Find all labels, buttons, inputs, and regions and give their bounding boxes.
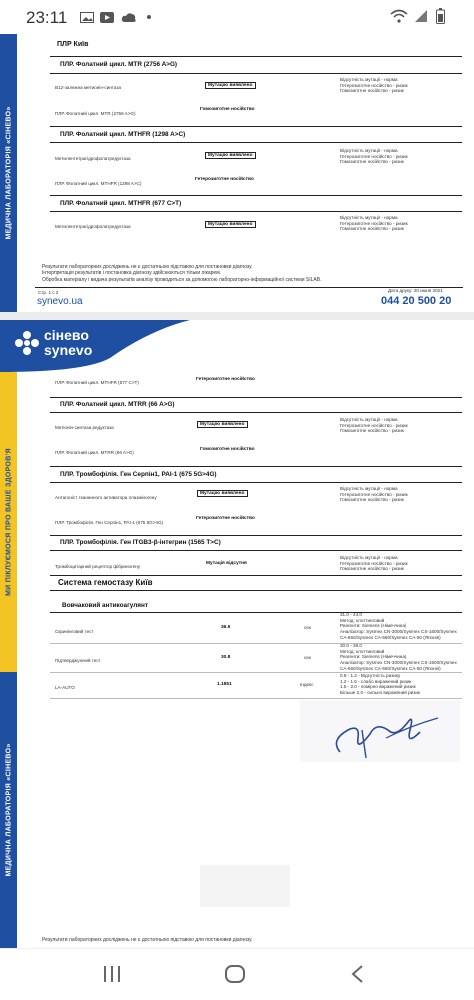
recent-apps-button[interactable] (102, 965, 122, 983)
lab-row-name: Скринінговий тест (55, 629, 94, 634)
signal-icon (414, 9, 428, 23)
status-time: 23:11 (26, 8, 68, 27)
navigation-bar (0, 948, 474, 1000)
result-box: Мутацію виявлено (197, 490, 248, 497)
reference-list: Відсутність мутації - норма Гетерозиготне носійство - ризик Гомозиготне носійство - ризик (340, 417, 408, 434)
section-title: ПЛР. Фолатний цикл. MTHFR (677 C>T) (60, 200, 182, 207)
side-banner-top: МЕДИЧНА ЛАБОРАТОРІЯ «СІНЕВО» (0, 34, 17, 312)
result-text: Гомозиготне носійство (200, 447, 255, 452)
test-name: Метіонін-синтаза редуктаза (55, 425, 114, 430)
stamp-area (200, 865, 290, 907)
report-page-1 (0, 34, 474, 312)
reference-list: Відсутність мутації - норма Гетерозиготне носійство - ризик Гомозиготне носійство - ризик (340, 215, 408, 232)
reference-list: Відсутність мутації - норма Гетерозиготне носійство - ризик Гомозиготне носійство - ризик (340, 486, 408, 503)
section-title: ПЛР. Тромбофілія. Ген Серпін1, PAI-1 (675 5G>4G) (60, 471, 217, 478)
lab-row-name: Підтверджуючий тест (55, 658, 101, 663)
brand-url: synevo.ua (37, 296, 83, 307)
gallery-icon (80, 12, 94, 23)
phone-number: 044 20 500 20 (381, 295, 452, 307)
test-name: Метилентетрагідрофолатредуктаза (55, 156, 131, 161)
lab-row-ref: 0.8 - 1.2 - Відсутність ризику 1.2 - 1.5 - слабо виражений ризик 1.5 - 2.0 - помірно виражений ризик Більше 2.0 - сильно виражений ризик (340, 673, 420, 696)
test-name: ПЛР. Фолатний цикл. MTRR (66 A>G) (55, 450, 134, 455)
test-name: Тромбоцитарний рецептор фібриногену (55, 564, 141, 569)
lab-row-ref: 31.0 - 44.0 Метод: клоттинговий Реагенти: Siemens (Німеччина) Аналізатор: Sysmex CN-3000/Sysmex CS-1600/Sysmex CA-660/Sysmex CA-560/Sysmex CA-50 (Японія) (340, 612, 457, 640)
print-date: Дата друку: 20 июня 2021 (388, 288, 443, 293)
status-bar (0, 0, 474, 34)
hemostasis-title: Система гемостазу Київ (58, 578, 153, 587)
test-name: ПЛР. Фолатний цикл. MTHFR (1298 A>C) (55, 181, 142, 186)
lab-row-value: 1.1851 (217, 682, 232, 687)
reference-list: Відсутність мутації - норма Гетерозиготне носійство - ризик Гомозиготне носійство - ризик (340, 555, 408, 572)
lab-row-unit: сек (304, 655, 311, 660)
lab-row-ref: 30.0 - 38.0 Метод: клоттинговий Реагенти: Siemens (Німеччина) Аналізатор: Sysmex CN-3000/Sysmex CS-1600/Sysmex CA-660/Sysmex CA-560/Sysmex CA-50 (Японія) (340, 643, 457, 671)
test-name: B12-залежна метионін-синтаза (55, 85, 122, 90)
section-title: ПЛР. Фолатний цикл. MTR (2756 A>G) (60, 61, 178, 68)
test-name: ПЛР. Тромбофілія. Ген Серпін1, PAI-1 (675 5G>4G) (55, 520, 164, 525)
disclaimer: Результати лабораторних досліджень не є достатньою підставою для постановки діагнозу. Інтерпретація результатів і постановка діагнозу здійснюються тільки лікарем. Обробка матеріалу і видача результатів аналізу проводиться за допомогою лабораторно-інформаційної системи SILAB. (42, 264, 322, 283)
synevo-logo-icon (14, 330, 40, 356)
test-name: Метилентетрагідрофолатредуктаза (55, 224, 131, 229)
result-text: Гетерозиготне носійство (196, 377, 255, 382)
signature (300, 700, 460, 762)
lab-row-name: LA-AUTO (55, 685, 75, 690)
dot-icon (146, 14, 152, 20)
home-button[interactable] (224, 964, 246, 984)
youtube-icon (100, 12, 114, 23)
battery-icon (436, 8, 445, 24)
back-button[interactable] (350, 964, 364, 984)
test-name: ПЛР. Фолатний цикл. MTR (2756 A>G) (55, 111, 136, 116)
result-text: Гетерозиготне носійство (195, 177, 254, 182)
lab-row-value: 36.5 (221, 625, 231, 630)
result-box: Мутацію виявлено (197, 421, 248, 428)
result-box: Мутацію виявлено (205, 152, 256, 159)
section-title: ПЛР. Фолатний цикл. MTHFR (1298 A>C) (60, 131, 186, 138)
side-banner-mid: МИ ПІКЛУЄМОСЯ ПРО ВАШЕ ЗДОРОВ'Я (0, 372, 17, 672)
result-text: Гетерозиготне носійство (196, 516, 255, 521)
lab-row-unit: Індекс (300, 682, 314, 687)
result-box: Мутацію виявлено (205, 221, 256, 228)
result-box: Мутацію виявлено (205, 82, 256, 89)
lab-row-unit: сек (304, 625, 311, 630)
report-page-2 (0, 320, 474, 948)
result-text: Мутація відсутня (206, 561, 247, 566)
logo-text-top: сінево (44, 327, 89, 343)
wifi-icon (390, 9, 408, 23)
page-header: ПЛР Київ (57, 41, 89, 48)
reference-list: Відсутність мутації - норма Гетерозиготне носійство - ризик Гомозиготне носійство - ризик (340, 148, 408, 165)
result-text: Гомозиготне носійство (200, 107, 255, 112)
cloud-icon (121, 12, 137, 23)
test-name: Антагоніст тканинного активатора плазміногену (55, 495, 157, 500)
lab-row-value: 30.8 (221, 655, 231, 660)
section-title: ПЛР. Тромбофілія. Ген ITGB3-β-інтегрин (1565 T>C) (60, 539, 221, 546)
reference-list: Відсутність мутації - норма Гетерозиготне носійство - ризик Гомозиготне носійство - ризик (340, 77, 408, 94)
page-number: Стр. 1 с 2 (38, 290, 59, 295)
logo-text-bottom: synevo (44, 342, 93, 358)
disclaimer: Результати лабораторних досліджень не є достатньою підставою для постановки діагнозу. (42, 937, 253, 943)
side-banner-bottom: МЕДИЧНА ЛАБОРАТОРІЯ «СІНЕВО» (0, 672, 17, 948)
section-title: ПЛР. Фолатний цикл. MTRR (66 A>G) (60, 401, 175, 408)
test-name: ПЛР. Фолатний цикл. MTHFR (677 C>T) (55, 380, 139, 385)
lupus-title: Вовчаковий антикоагулянт (62, 602, 149, 609)
